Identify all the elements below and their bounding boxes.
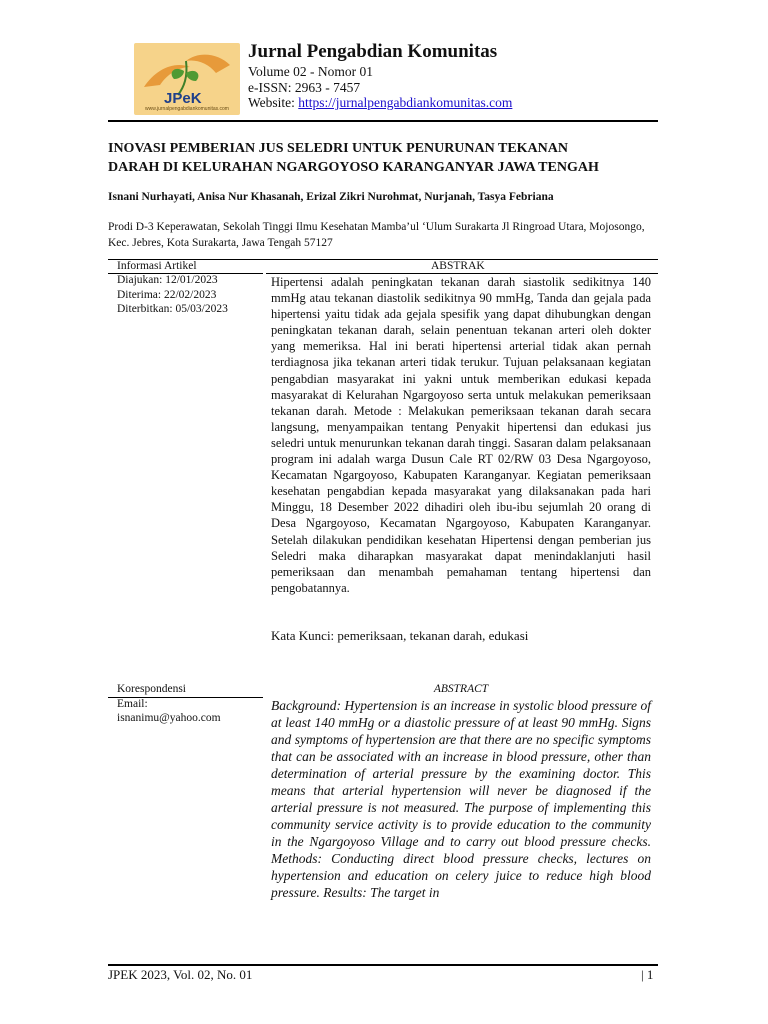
header-divider [108,120,658,122]
article-title-line-1: INOVASI PEMBERIAN JUS SELEDRI UNTUK PENURUNAN TEKANAN [108,141,568,156]
date-accepted: Diterima: 22/02/2023 [117,289,217,301]
date-published: Diterbitkan: 05/03/2023 [117,303,228,315]
website-label: Website: [248,95,299,110]
logo-text: JPeK [164,90,202,107]
journal-title: Jurnal Pengabdian Komunitas [248,41,498,62]
website-link[interactable]: https://jurnalpengabdiankomunitas.com [298,95,513,110]
footer-citation: JPEK 2023, Vol. 02, No. 01 [108,967,253,982]
article-affiliation: Prodi D-3 Keperawatan, Sekolah Tinggi Ilmu Kesehatan Mamba’ul ‘Ulum Surakarta Jl Ringroad Utara, Mojosongo, Kec. Jebres, Kota Surakarta, Jawa Tengah 57127 [108,221,645,249]
correspondence-email[interactable]: isnanimu@yahoo.com [117,712,221,724]
journal-volume: Volume 02 - Nomor 01 [248,64,373,79]
journal-logo [134,43,240,115]
keywords: Kata Kunci: pemeriksaan, tekanan darah, edukasi [271,628,529,643]
info-heading: Informasi Artikel [117,260,197,272]
abstract-body: Background: Hypertension is an increase in systolic blood pressure of at least 140 mmHg or a diastolic pressure of at least 90 mmHg. Signs and symptoms of hypertension are that there are no specific symptoms that can be associated with an increase in blood pressure, other than determination of arterial pressure by the examining doctor. This means that arterial hypertension will never be diagnosed if the arterial pressure is not measured. The purpose of implementing this community service activity is to provide education to the community in the Ngargoyoso Village and to carry out blood pressure checks. Methods: Conducting direct blood pressure checks, lectures on hypertension and education on celery juice to reduce high blood pressure. Results: The target in [271,698,651,900]
article-title-line-2: DARAH DI KELURAHAN NGARGOYOSO KARANGANYAR JAWA TENGAH [108,160,599,175]
abstrak-heading: ABSTRAK [431,260,485,272]
page-number: | 1 [641,967,654,982]
abstrak-body: Hipertensi adalah peningkatan tekanan darah siastolik sedikitnya 140 mmHg atau tekanan diastolik sedikitnya 90 mmHg, Tanda dan gejala pada hipertensi yaitu tidak ada gejala spesifik yang dapat dihubungkan dengan peningkatan tekanan darah, selain penentuan tekanan arteri oleh dokter yang memeriksa. Hal ini berati hipertensi arterial tidak akan pernah terdiagnosa jika tekanan arteri tidak terukur. Tujuan pelaksanaan kegiatan pengabdian masyarakat ini yakni untuk memberikan edukasi kepada masyarakat di Kelurahan Ngargoyoso serta untuk melakukan pemeriksaan tekanan darah. Metode : Melakukan pemeriksaan tekanan darah secara langsung, menyampaikan tentang Penyakit hipertensi dan edukasi jus seledri untuk menurunkan tekanan darah tinggi. Sasaran dalam pelaksanaan program ini adalah warga Dusun Cale RT 02/RW 03 Desa Ngargoyoso, Kecamatan Ngargoyoso, Kabupaten Karanganyar. Kegiatan pemeriksaan kesehatan pengabdian kepada masyarakat yang dilaksanakan pada hari Minggu, 18 Desember 2022 dihadiri oleh ibu-ibu sejumlah 20 orang di Desa Ngargoyoso, Kecamatan Ngargoyoso, Kabupaten Karanganyar. Setelah dilakukan pendidikan kesehatan Hipertensi dengan pemberian jus Seledri maka diharapkan masyarakat dapat menindaklanjuti hasil pemeriksaan dan menambah pemahaman tentang hipertensi dan pengobatannya. [271,275,651,595]
article-title [108,139,668,177]
article-authors: Isnani Nurhayati, Anisa Nur Khasanah, Erizal Zikri Nurohmat, Nurjanah, Tasya Febriana [108,191,554,203]
email-label: Email: [117,698,148,710]
correspondence-heading: Korespondensi [117,683,186,695]
abstract-heading: ABSTRACT [433,683,489,695]
journal-website [248,95,512,111]
footer-divider [108,964,658,966]
date-submitted: Diajukan: 12/01/2023 [117,274,218,286]
hands-leaf-icon [134,43,240,115]
journal-issn: e-ISSN: 2963 - 7457 [248,80,361,95]
logo-url-text: www.jurnalpengabdiankomunitas.com [145,106,229,112]
